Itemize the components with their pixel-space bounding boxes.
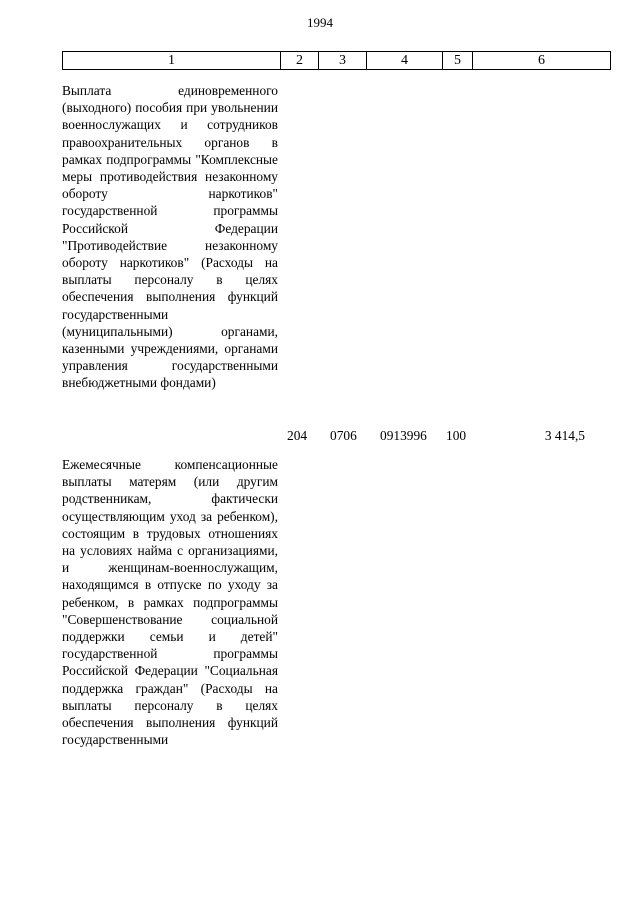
column-header-row <box>63 52 611 70</box>
row-2-description: Ежемесячные компенсационные выплаты матерям (или другим родственникам, фактически осуществляющим уход за ребенком), состоящим в трудовых отношениях на условиях найма с организациями, и женщинам-военнослужащим, находящимся в отпуске по уходу за ребенком, в рамках подпрограммы "Совершенствование социальной поддержки семьи и детей" государственной программы Российской Федерации "Социальная поддержка граждан" (Расходы на выплаты персоналу в целях обеспечения выполнения функций государственными <box>62 457 278 748</box>
column-header-6: 6 <box>473 52 611 70</box>
row-1-col2: 204 <box>287 428 308 443</box>
column-header-5: 5 <box>443 52 473 70</box>
row-1-col3: 0706 <box>330 428 357 443</box>
column-header-table <box>62 51 611 70</box>
column-header-2: 2 <box>281 52 319 70</box>
row-1-col5: 100 <box>446 428 467 443</box>
row-1-col6: 3 414,5 <box>544 428 585 443</box>
column-header-1: 1 <box>63 52 281 70</box>
row-1-col4: 0913996 <box>380 428 427 443</box>
column-header-4: 4 <box>367 52 443 70</box>
row-1-description: Выплата единовременного (выходного) пособия при увольнении военнослужащих и сотрудников правоохранительных органов в рамках подпрограммы "Комплексные меры противодействия незаконному обороту наркотиков" государственной программы Российской Федерации "Противодействие незаконному обороту наркотиков" (Расходы на выплаты персоналу в целях обеспечения выполнения функций государственными (муниципальными) органами, казенными учреждениями, органами управления государственными внебюджетными фондами) <box>62 83 278 391</box>
column-header-3: 3 <box>319 52 367 70</box>
page-number: 1994 <box>307 15 333 30</box>
